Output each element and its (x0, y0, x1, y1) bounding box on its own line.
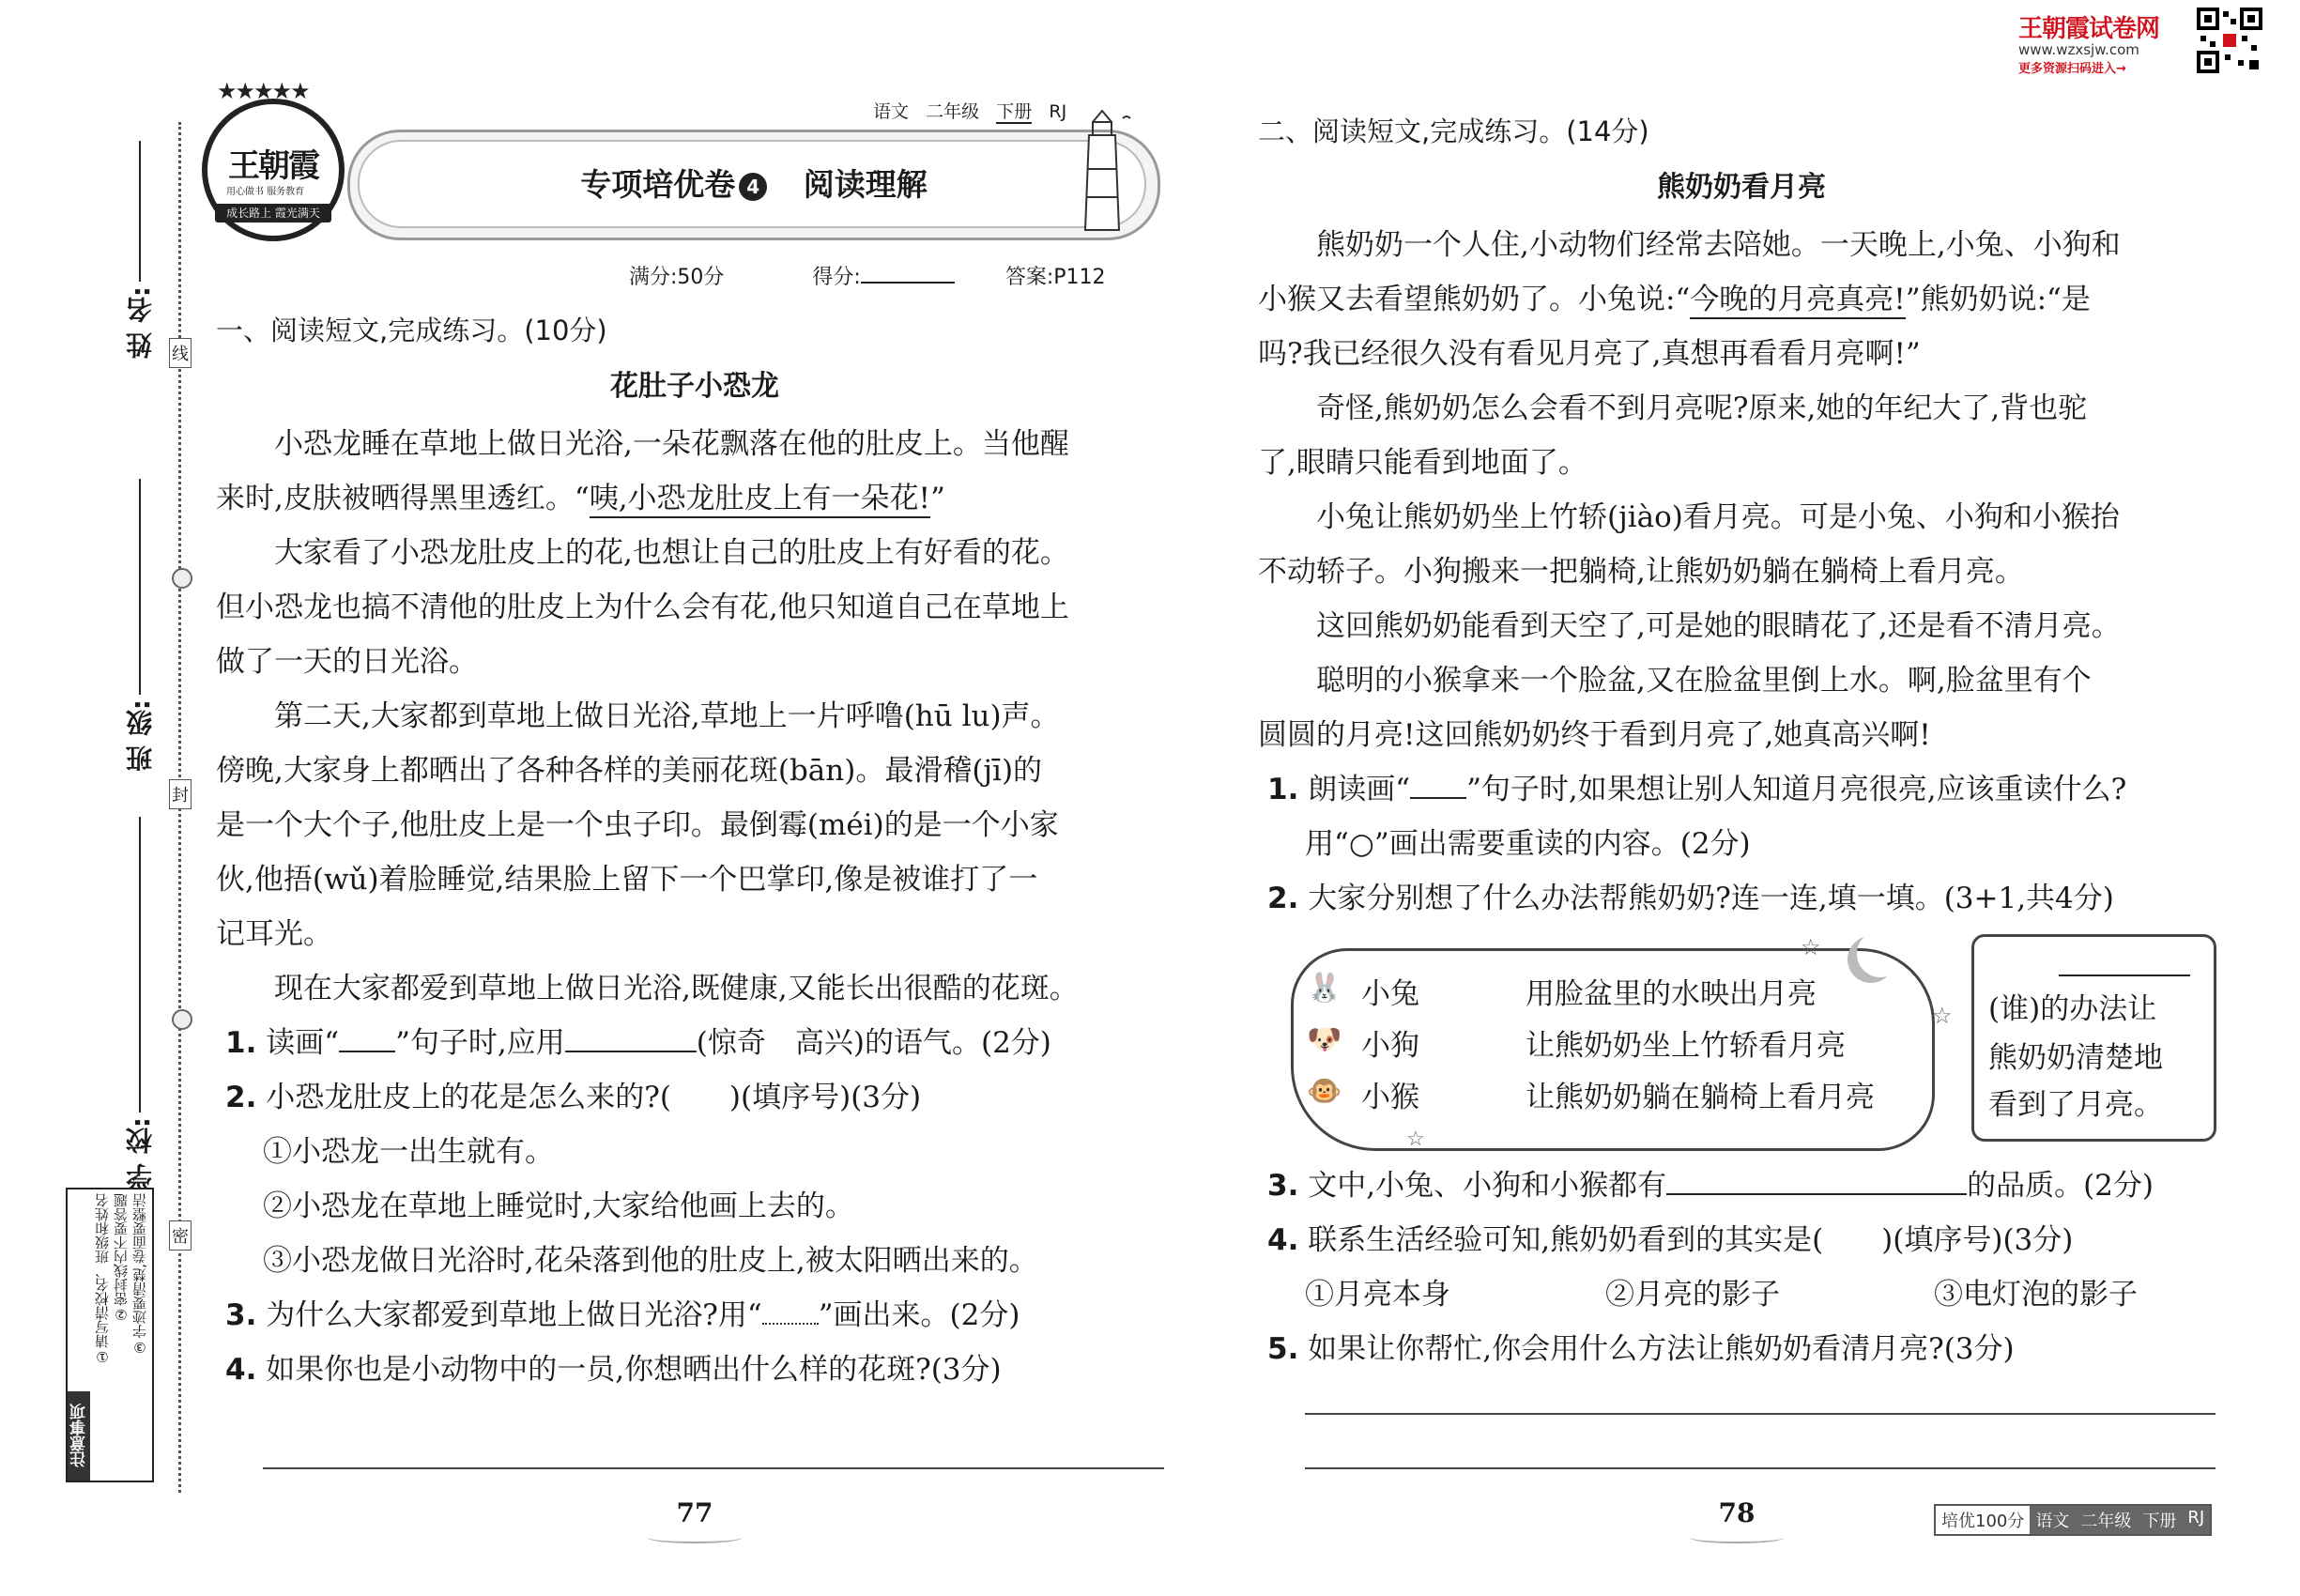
star-icon: ☆ (1801, 934, 1821, 960)
binding-hole-1 (172, 568, 192, 589)
s2-q1-num: 1. (1267, 773, 1299, 806)
footer-term: 下册 (2137, 1506, 2182, 1534)
story1-p1-line2 (216, 471, 1173, 526)
fill-box-line1: (谁)的办法让 (1988, 992, 2157, 1026)
s2-q5-answer-line-1[interactable] (1305, 1413, 2216, 1415)
score-label: 得分: (812, 266, 861, 289)
s2-q5-text: 如果让你帮忙,你会用什么方法让熊奶奶看清月亮?(3分) (1308, 1332, 2015, 1366)
s2-q4-option-2[interactable]: ②月亮的影子 (1605, 1278, 1780, 1312)
s2-q4-option-3[interactable]: ③电灯泡的影子 (1934, 1278, 2138, 1312)
qr-code-icon[interactable] (2197, 8, 2262, 73)
story1-p3-line4: 伙,他捂(wǔ)着脸睡觉,结果脸上留下一个巴掌印,像是被谁打了一 (216, 863, 1038, 897)
site-url[interactable]: www.wzxsjw.com (2018, 41, 2139, 58)
star-icon-3: ☆ (1406, 1128, 1425, 1151)
match-left-dog[interactable]: 小狗 (1361, 1029, 1419, 1063)
s1-q2-option-1[interactable]: ①小恐龙一出生就有。 (263, 1135, 554, 1169)
story1-p2-line1: 大家看了小恐龙肚皮上的花,也想让自己的肚皮上有好看的花。 (274, 536, 1069, 570)
class-label: 班 级: (125, 699, 156, 772)
page-left (216, 310, 1173, 1397)
match-left-monkey[interactable]: 小猴 (1361, 1081, 1419, 1114)
dog-icon: 🐶 (1307, 1023, 1342, 1056)
s1-q2-option-3[interactable]: ③小恐龙做日光浴时,花朵落到他的肚皮上,被太阳晒出来的。 (263, 1244, 1038, 1278)
story2-title: 熊奶奶看月亮 (1657, 171, 1826, 204)
moon-icon (1857, 930, 1904, 977)
page-number-left-swoosh (648, 1532, 742, 1543)
logo-text: 王朝霞 (228, 147, 318, 185)
story1-p3-line1: 第二天,大家都到草地上做日光浴,草地上一片呼噜(hū lu)声。 (274, 699, 1060, 733)
s2-q5-answer-line-2[interactable] (1305, 1467, 2216, 1469)
s2-question-5 (1258, 1322, 2225, 1376)
match-left-rabbit[interactable]: 小兔 (1361, 977, 1419, 1011)
fill-box-line3: 看到了月亮。 (1988, 1088, 2163, 1122)
s1-q1-b: ”句子时,应用 (395, 1026, 565, 1060)
story1-p1-c: ” (930, 482, 945, 515)
s1-q2-text: 小恐龙肚皮上的花是怎么来的?( )(填序号)(3分) (266, 1081, 922, 1114)
star-icon-2: ☆ (1932, 1003, 1953, 1029)
s2-question-4 (1258, 1213, 2225, 1267)
cut-mark-top: 线 (169, 338, 192, 368)
s1-q1-answer[interactable] (565, 1024, 697, 1052)
match-right-2[interactable]: 让熊奶奶坐上竹轿看月亮 (1526, 1029, 1846, 1063)
story1-p1-b: 来时,皮肤被晒得黑里透红。“ (216, 482, 590, 515)
story2-p5-line1: 聪明的小猴拿来一个脸盆,又在脸盆里倒上水。啊,脸盆里有个 (1316, 664, 2092, 698)
paper-number: 4 (739, 173, 767, 201)
s1-q4-text: 如果你也是小动物中的一员,你想晒出什么样的花斑?(3分) (266, 1353, 1002, 1387)
footer-edition: RJ (2182, 1506, 2210, 1534)
footer-grade: 二年级 (2075, 1506, 2137, 1534)
name-label: 姓 名: (125, 286, 156, 359)
logo-tag-1: 用心做书 (226, 187, 264, 197)
s2-q1-b: ”句子时,如果想让别人知道月亮很亮,应该重读什么? (1466, 773, 2127, 806)
paper-title-main: 专项培优卷 (580, 166, 736, 203)
s2-q4-num: 4. (1267, 1223, 1299, 1257)
score-field[interactable] (861, 263, 955, 284)
story2-p4: 这回熊奶奶能看到天空了,可是她的眼睛花了,还是看不清月亮。 (1316, 609, 2121, 643)
story2-p1-line2 (1258, 272, 2225, 327)
s1-question-3 (216, 1288, 1173, 1343)
logo (202, 78, 345, 241)
s2-question-1 (1258, 762, 2225, 817)
story1-p4: 现在大家都爱到草地上做日光浴,既健康,又能长出很酷的花斑。 (274, 972, 1079, 1005)
notes-box (66, 1188, 154, 1482)
page-right-lower (1258, 1159, 2225, 1376)
s2-q2-num: 2. (1267, 882, 1299, 915)
s2-q3-num: 3. (1267, 1169, 1299, 1203)
story1-p3-line3: 是一个大个子,他肚皮上是一个虫子印。最倒霉(méi)的是一个小家 (216, 808, 1059, 842)
s1-q2-num: 2. (225, 1081, 257, 1114)
story1-p2-line3: 做了一天的日光浴。 (216, 645, 478, 679)
logo-ribbon: 成长路上 霞光满天 (215, 204, 331, 223)
meta-grade: 二年级 (926, 101, 980, 122)
note-2: ②密封线内不要答题 (113, 1193, 130, 1323)
cut-mark-bottom: 密 (169, 1220, 192, 1251)
s1-question-1 (216, 1016, 1173, 1070)
s1-q3-wavy-sample (762, 1300, 819, 1325)
logo-tag-2: 服务教育 (267, 187, 305, 197)
s2-q4-text: 联系生活经验可知,熊奶奶看到的其实是( )(填序号)(3分) (1308, 1223, 2074, 1257)
s2-q3-answer[interactable] (1666, 1167, 1967, 1195)
s2-q1-line2: 用“○”画出需要重读的内容。(2分) (1305, 827, 1751, 861)
header-meta (873, 98, 1066, 123)
story1-p3-line2: 傍晚,大家身上都晒出了各种各样的美丽花斑(bān)。最滑稽(jī)的 (216, 754, 1043, 788)
notes-title: 注意事项 (68, 1391, 90, 1481)
s2-q2-text: 大家分别想了什么办法帮熊奶奶?连一连,填一填。(3+1,共4分) (1308, 882, 2114, 915)
page-number-left: 77 (676, 1497, 713, 1528)
s1-q3-num: 3. (225, 1298, 257, 1332)
full-score: 满分:50分 (629, 266, 725, 289)
s1-q1-a: 读画“ (266, 1026, 340, 1060)
story1-p1-underlined: 咦,小恐龙肚皮上有一朵花! (590, 482, 930, 518)
s1-q1-c: (惊奇 高兴)的语气。(2分) (696, 1026, 1051, 1060)
s2-q3-b: 的品质。(2分) (1967, 1169, 2154, 1203)
s2-q1-line-sample (1410, 776, 1466, 799)
story1-p3-line5: 记耳光。 (216, 917, 332, 951)
story2-p3-line2: 不动轿子。小狗搬来一把躺椅,让熊奶奶躺在躺椅上看月亮。 (1258, 555, 2024, 589)
footer-tag (1934, 1504, 2212, 1536)
story2-p1-line1: 熊奶奶一个人住,小动物们经常去陪她。一天晚上,小兔、小狗和 (1316, 228, 2121, 262)
site-slogan: 更多资源扫码进入→ (2018, 62, 2126, 76)
s1-question-2 (216, 1070, 1173, 1125)
binding-hole-2 (172, 1009, 192, 1030)
story1-p1-line1: 小恐龙睡在草地上做日光浴,一朵花飘落在他的肚皮上。当他醒 (274, 427, 1069, 461)
match-right-3[interactable]: 让熊奶奶躺在躺椅上看月亮 (1526, 1081, 1875, 1114)
story2-p3-line1: 小兔让熊奶奶坐上竹轿(jiào)看月亮。可是小兔、小狗和小猴抬 (1316, 500, 2120, 534)
logo-stars: ★★★★★ (217, 78, 309, 104)
name-field[interactable] (139, 141, 141, 282)
note-3: ③字迹要清楚,卷面要整洁 (131, 1193, 148, 1356)
logo-tag (226, 183, 304, 197)
story2-p1-line3: 吗?我已经很久没有看见月亮了,真想再看看月亮啊!” (1258, 337, 1921, 371)
page-right (1258, 111, 2225, 926)
s1-q3-a: 为什么大家都爱到草地上做日光浴?用“ (266, 1298, 762, 1332)
meta-edition: RJ (1049, 101, 1067, 122)
school-field[interactable] (139, 817, 141, 1113)
class-field[interactable] (139, 479, 141, 695)
footer-series: 培优100分 (1936, 1506, 2030, 1534)
s2-q5-num: 5. (1267, 1332, 1299, 1366)
footer-subject: 语文 (2030, 1506, 2075, 1534)
answer-ref: 答案:P112 (1004, 266, 1106, 289)
score-row (629, 261, 1106, 290)
s1-q2-option-2[interactable]: ②小恐龙在草地上睡觉时,大家给他画上去的。 (263, 1189, 854, 1223)
s2-q4-options (1258, 1267, 2225, 1322)
s2-question-2 (1258, 871, 2225, 926)
section2-heading: 二、阅读短文,完成练习。(14分) (1258, 115, 1649, 147)
story2-p1-underlined: 今晚的月亮真亮! (1690, 283, 1905, 319)
s1-q1-num: 1. (225, 1026, 257, 1060)
note-1: ①请写清校名、班级和姓名 (94, 1193, 111, 1365)
match-right-1[interactable]: 用脸盆里的水映出月亮 (1526, 977, 1817, 1011)
title-banner (347, 130, 1160, 240)
story1-title: 花肚子小恐龙 (610, 370, 779, 403)
s2-q1-a: 朗读画“ (1308, 773, 1411, 806)
page-number-right: 78 (1718, 1497, 1756, 1528)
s1-q4-answer-line[interactable] (263, 1467, 1164, 1469)
story2-p5-line2: 圆圆的月亮!这回熊奶奶终于看到月亮了,她真高兴啊! (1258, 718, 1931, 752)
site-name[interactable]: 王朝霞试卷网 (2018, 15, 2160, 43)
story2-p2-line1: 奇怪,熊奶奶怎么会看不到月亮呢?原来,她的年纪大了,背也驼 (1316, 391, 2088, 425)
lighthouse-icon (1080, 103, 1117, 235)
paper-topic: 阅读理解 (803, 166, 928, 203)
fill-box-answer[interactable] (2059, 974, 2190, 976)
rabbit-icon: 🐰 (1307, 972, 1342, 1005)
section1-heading: 一、阅读短文,完成练习。(10分) (216, 315, 607, 346)
s1-q1-line-sample (339, 1030, 395, 1052)
meta-subject: 语文 (873, 101, 910, 122)
story2-p1-b: 小猴又去看望熊奶奶了。小兔说:“ (1258, 283, 1691, 316)
fill-box-line2: 熊奶奶清楚地 (1988, 1041, 2163, 1075)
s1-q3-b: ”画出来。(2分) (818, 1298, 1020, 1332)
story1-p2-line2: 但小恐龙也搞不清他的肚皮上为什么会有花,他只知道自己在草地上 (216, 591, 1069, 624)
s1-q4-num: 4. (225, 1353, 257, 1387)
cut-mark-mid: 封 (169, 779, 192, 809)
paper-title (350, 161, 1158, 205)
monkey-icon: 🐵 (1307, 1075, 1342, 1108)
s2-q4-option-1[interactable]: ①月亮本身 (1305, 1278, 1450, 1312)
page-number-right-swoosh (1690, 1532, 1784, 1543)
s1-question-4 (216, 1343, 1173, 1397)
meta-term: 下册 (996, 101, 1033, 122)
fill-box (1971, 934, 2216, 1142)
binding-margin (56, 122, 197, 1493)
school-label: 学 校: (125, 1117, 156, 1189)
story2-p2-line2: 了,眼睛只能看到地面了。 (1258, 446, 1587, 480)
s2-question-3 (1258, 1159, 2225, 1213)
story2-p1-c: ”熊奶奶说:“是 (1905, 283, 2091, 316)
s2-q3-a: 文中,小兔、小狗和小猴都有 (1308, 1169, 1667, 1203)
